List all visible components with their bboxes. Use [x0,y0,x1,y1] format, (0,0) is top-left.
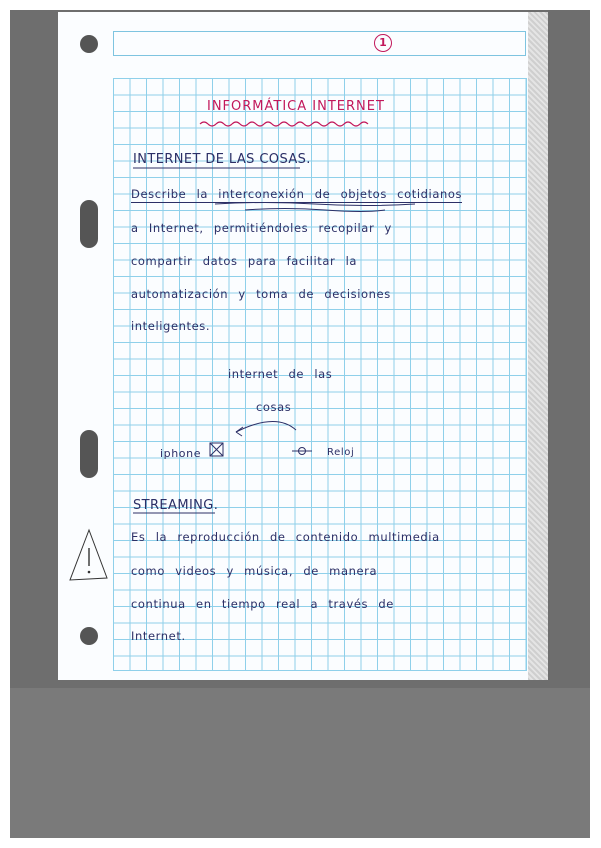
section-heading: STREAMING. [133,498,219,513]
section-line: continua en tiempo real a través de [131,597,394,611]
diagram-arrowhead [236,427,243,436]
section-line: Describe la interconexión de objetos cotidianos [131,187,463,201]
text-underline [245,209,385,212]
diagram-center-label: internet de las [228,367,333,381]
page-title: INFORMÁTICA INTERNET [207,99,385,114]
diagram-center-label: cosas [256,400,292,414]
section-line: Es la reproducción de contenido multimedia [131,530,440,544]
section-line: como videos y música, de manera [131,564,378,578]
title-wavy-underline [200,122,368,126]
section-line: compartir datos para facilitar la [131,254,358,268]
section-line: inteligentes. [131,319,211,333]
diagram-arrow [236,421,296,432]
warning-icon-dot [88,571,91,574]
diagram-right-label: Reloj [327,447,355,458]
text-underline [215,203,415,206]
section-heading: INTERNET DE LAS COSAS. [133,152,311,167]
section-line: automatización y toma de decisiones [131,287,391,301]
page-number: 1 [374,34,392,52]
diagram-left-label: iphone [160,447,202,460]
section-line: Internet. [131,629,186,643]
phone-icon-cross [210,443,223,456]
section-line: a Internet, permitiéndoles recopilar y [131,221,392,235]
